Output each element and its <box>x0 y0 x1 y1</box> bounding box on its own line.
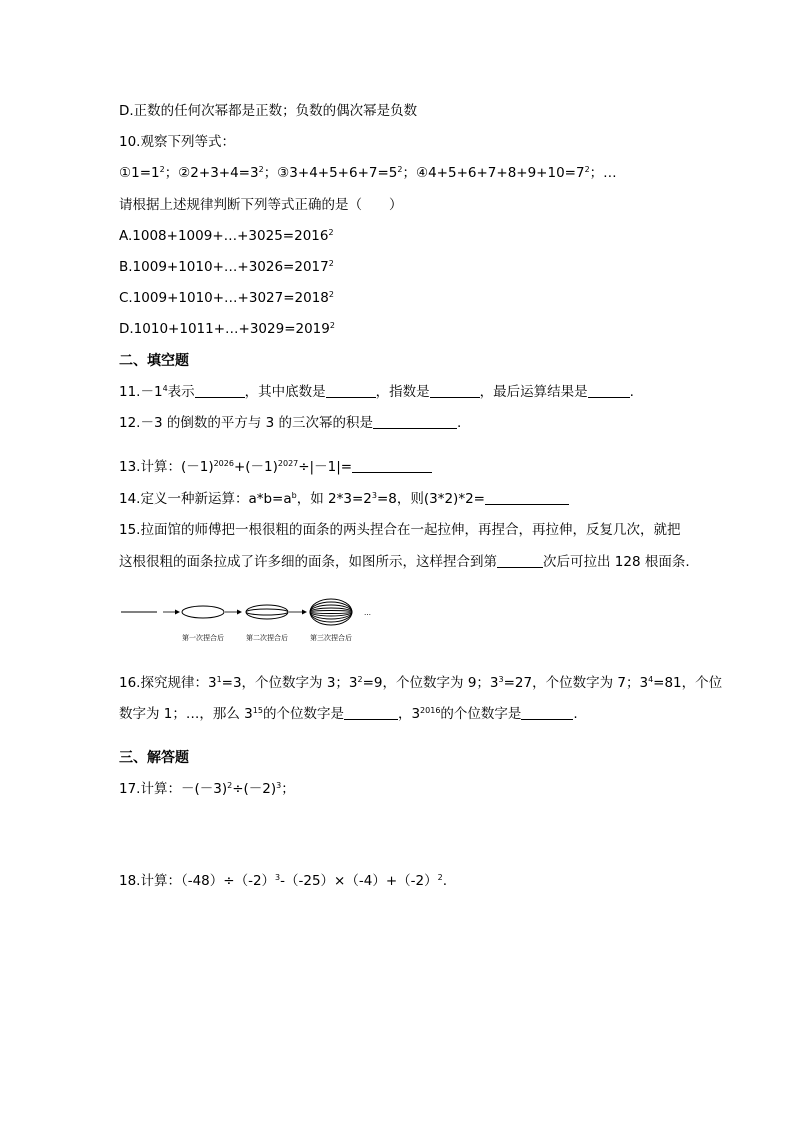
q17-text: ； <box>281 781 295 797</box>
q16-text: . <box>573 706 578 722</box>
q15-text: 这根很粗的面条拉成了许多细的面条，如图所示，这样捏合到第 <box>119 554 497 570</box>
equation-ellipsis: ；… <box>589 165 617 181</box>
answer-blank[interactable] <box>344 706 398 720</box>
section-title-fill-blank: 二、填空题 <box>119 353 189 369</box>
caption-first: 第一次捏合后 <box>182 634 224 642</box>
q17-text: ÷(－2) <box>232 781 277 797</box>
answer-blank[interactable] <box>521 706 573 720</box>
q11-text: 11.－1 <box>119 384 163 400</box>
q16-text: 16.探究规律：3 <box>119 675 217 691</box>
exponent: 3 <box>275 873 281 882</box>
q13 <box>119 459 432 475</box>
exponent: 3 <box>498 675 504 684</box>
q11-text: ，指数是 <box>375 384 430 400</box>
option-text: D.1010+1011+…+3029=2019 <box>119 321 330 337</box>
q11-text: ，最后运算结果是 <box>479 384 588 400</box>
q17-text: 17.计算：－(－3) <box>119 781 228 797</box>
q10-option-c[interactable] <box>119 290 334 306</box>
exponent: 3 <box>276 781 282 790</box>
exponent: 3 <box>371 491 377 500</box>
exponent: 2 <box>328 228 334 237</box>
q10-option-d[interactable] <box>119 321 335 337</box>
noodle-pulling-diagram <box>119 596 389 648</box>
q18-text: -（-25）×（-4）+（-2） <box>280 873 438 889</box>
equation-2: ；②2+3+4=3 <box>164 165 259 181</box>
q13-text: ÷|－1|= <box>298 459 353 475</box>
q16-text: =27，个位数字为 7；3 <box>503 675 649 691</box>
q16-text: =3，个位数字为 3；3 <box>221 675 358 691</box>
q10-option-b[interactable] <box>119 259 334 275</box>
q9-option-d: D.正数的任何次幂都是正数；负数的偶次幂是负数 <box>119 103 418 119</box>
option-text: A.1008+1009+…+3025=2016 <box>119 228 329 244</box>
exponent: 2 <box>258 165 264 174</box>
q16-line-1 <box>119 675 722 691</box>
q14-text: ，如 2*3=2 <box>296 491 372 507</box>
option-text: B.1009+1010+…+3026=2017 <box>119 259 329 275</box>
exponent: 2 <box>357 675 363 684</box>
exponent: 4 <box>648 675 654 684</box>
q17 <box>119 781 295 797</box>
third-pinch-loops <box>310 599 352 625</box>
q16-text: 数字为 1；…，那么 3 <box>119 706 253 722</box>
q13-text: 13.计算：(－1) <box>119 459 214 475</box>
q11-text: ，其中底数是 <box>244 384 326 400</box>
q16-text: 的个位数字是 <box>440 706 522 722</box>
equation-4: ；④4+5+6+7+8+9+10=7 <box>402 165 585 181</box>
q15-text: 次后可拉出 128 根面条. <box>543 554 690 570</box>
q15-line-2 <box>119 554 690 570</box>
q16-text: =81，个位 <box>653 675 723 691</box>
caption-second: 第二次捏合后 <box>246 634 288 642</box>
second-pinch-loops <box>246 605 288 619</box>
q18 <box>119 873 447 889</box>
q12-text: 12.－3 的倒数的平方与 3 的三次幂的积是 <box>119 415 374 431</box>
answer-blank[interactable] <box>326 384 376 398</box>
q11 <box>119 384 634 400</box>
q14-text: =8，则(3*2)*2= <box>376 491 485 507</box>
q12 <box>119 415 461 431</box>
q16-line-2 <box>119 706 578 722</box>
first-pinch-loop <box>182 606 224 618</box>
exponent: 15 <box>252 706 263 715</box>
exponent: 2 <box>397 165 403 174</box>
q16-text: 的个位数字是 <box>262 706 344 722</box>
q11-text: . <box>629 384 634 400</box>
q12-text: . <box>457 415 462 431</box>
answer-blank[interactable] <box>588 384 630 398</box>
q14-text: 14.定义一种新运算：a*b=a <box>119 491 292 507</box>
q15-line-1: 15.拉面馆的师傅把一根很粗的面条的两头捏合在一起拉伸，再捏合，再拉伸，反复几次，就把 <box>119 522 681 538</box>
diagram-ellipsis: … <box>364 609 371 617</box>
exponent: 2 <box>159 165 165 174</box>
arrow-icon <box>163 610 180 615</box>
exponent: 2016 <box>420 706 441 715</box>
caption-third: 第三次捏合后 <box>310 634 352 642</box>
q10-option-a[interactable] <box>119 228 334 244</box>
equation-1: ①1=1 <box>119 165 160 181</box>
q13-text: +(－1) <box>233 459 278 475</box>
exponent: 2 <box>328 290 334 299</box>
q10-question: 请根据上述规律判断下列等式正确的是（ ） <box>119 197 403 213</box>
answer-blank[interactable] <box>352 459 432 473</box>
exponent: b <box>291 491 297 500</box>
answer-blank[interactable] <box>497 554 543 568</box>
answer-blank[interactable] <box>430 384 480 398</box>
q16-text: ，3 <box>397 706 421 722</box>
q18-text: . <box>442 873 447 889</box>
q10-equations <box>119 165 617 181</box>
answer-blank[interactable] <box>373 415 457 429</box>
q16-text: =9，个位数字为 9；3 <box>362 675 499 691</box>
section-title-solve: 三、解答题 <box>119 750 189 766</box>
exponent: 2 <box>329 321 335 330</box>
answer-blank[interactable] <box>485 491 569 505</box>
exponent: 1 <box>216 675 222 684</box>
arrow-icon <box>289 610 307 615</box>
exponent: 4 <box>162 384 168 393</box>
exponent: 2 <box>584 165 590 174</box>
arrow-icon <box>225 610 242 615</box>
exponent: 2027 <box>277 459 299 468</box>
equation-3: ；③3+4+5+6+7=5 <box>263 165 398 181</box>
exponent: 2 <box>328 259 334 268</box>
q10-stem: 10.观察下列等式： <box>119 134 235 150</box>
exponent: 2 <box>227 781 233 790</box>
q14 <box>119 491 569 507</box>
exponent: 2 <box>437 873 443 882</box>
q18-text: 18.计算：（-48）÷（-2） <box>119 873 276 889</box>
q11-text: 表示 <box>167 384 195 400</box>
answer-blank[interactable] <box>195 384 245 398</box>
exponent: 2026 <box>213 459 234 468</box>
option-text: C.1009+1010+…+3027=2018 <box>119 290 329 306</box>
